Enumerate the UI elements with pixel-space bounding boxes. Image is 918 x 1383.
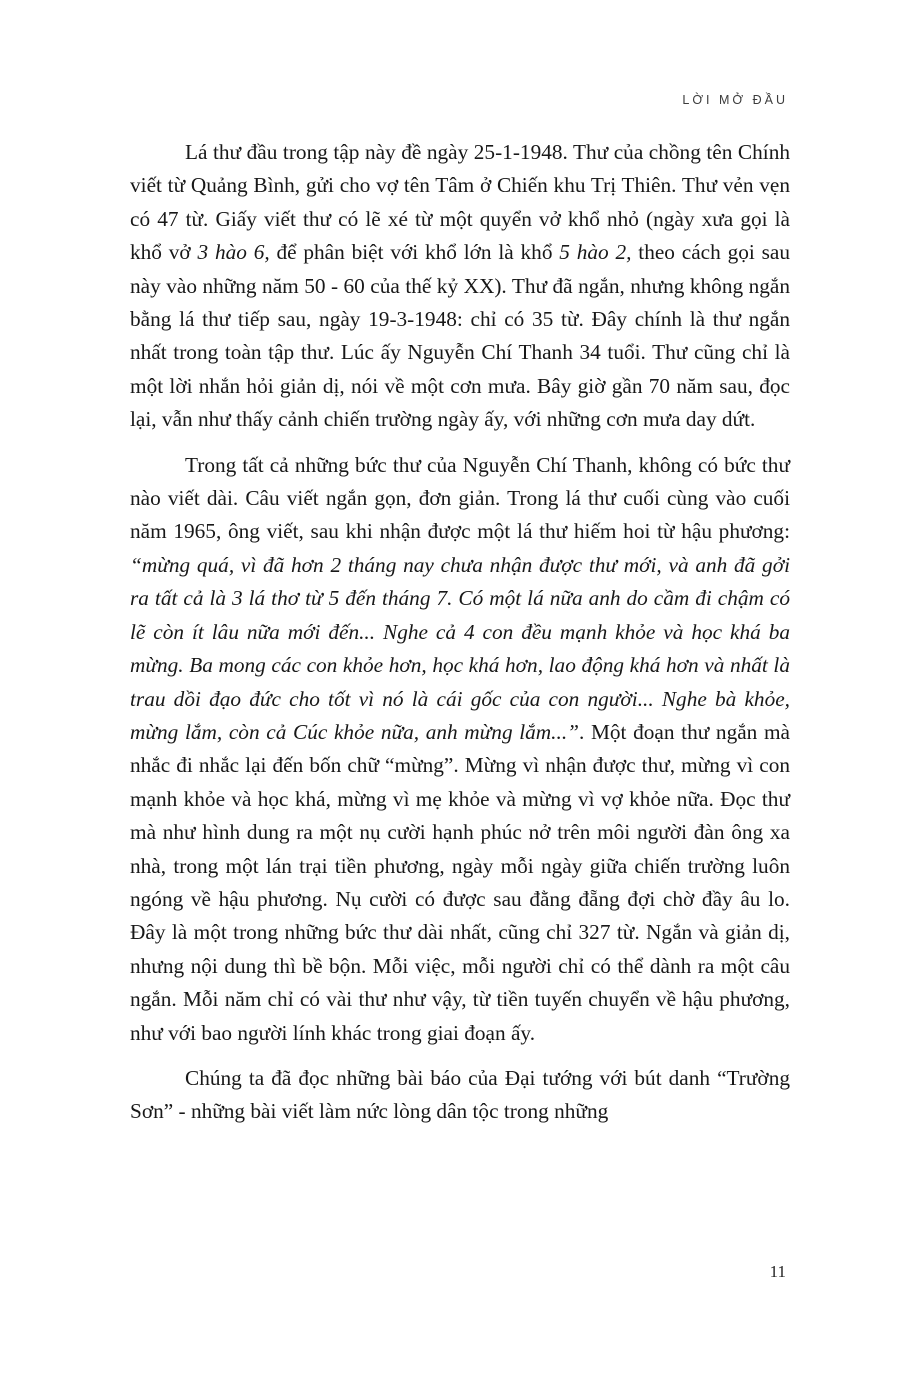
- page-number: 11: [769, 1262, 786, 1281]
- body-text-segment: Lá thư đầu trong tập này đề ngày 25-1-1948. Thư của chồng tên Chính viết từ Quảng Bình, gửi cho vợ tên Tâm ở Chiến khu Trị Thiên. Thư vẻn vẹn có 47 từ. Giấy viết thư có lẽ xé từ một quyển vở khổ nhỏ (ngày xưa gọi là khổ vở: [130, 140, 790, 265]
- paragraph: [130, 449, 790, 1050]
- page-body: [130, 136, 790, 1141]
- quoted-italic-text: 3 hào 6,: [197, 240, 270, 265]
- body-text-segment: để phân biệt với khổ lớn là khổ: [269, 240, 560, 265]
- paragraph: [130, 1062, 790, 1129]
- running-header: LỜI MỞ ĐẦU: [682, 93, 788, 107]
- quoted-italic-text: “mừng quá, vì đã hơn 2 tháng nay chưa nhận được thư mới, và anh đã gởi ra tất cả là 3 lá thơ từ 5 đến tháng 7. Có một lá nữa anh do cầm đi chậm có lẽ còn ít lâu nữa mới đến... Nghe cả 4 con đều mạnh khỏe và học khá ba mừng. Ba mong các con khỏe hơn, học khá hơn, lao động khá hơn và nhất là trau dồi đạo đức cho tốt vì nó là cái gốc của con người... Nghe bà khỏe, mừng lắm, còn cả Cúc khỏe nữa, anh mừng lắm...”: [130, 552, 790, 744]
- body-text-segment: Trong tất cả những bức thư của Nguyễn Chí Thanh, không có bức thư nào viết dài. Câu viết ngắn gọn, đơn giản. Trong lá thư cuối cùng vào cuối năm 1965, ông viết, sau khi nhận được một lá thư hiếm hoi từ hậu phương:: [130, 452, 790, 544]
- body-text-segment: theo cách gọi sau này vào những năm 50 - 60 của thế kỷ XX). Thư đã ngắn, nhưng không ngắn bằng lá thư tiếp sau, ngày 19-3-1948: chỉ có 35 từ. Đây chính là thư ngắn nhất trong toàn tập thư. Lúc ấy Nguyễn Chí Thanh 34 tuổi. Thư cũng chỉ là một lời nhắn hỏi giản dị, nói về một cơn mưa. Bây giờ gần 70 năm sau, đọc lại, vẫn như thấy cảnh chiến trường ngày ấy, với những cơn mưa day dứt.: [130, 240, 790, 432]
- body-text-segment: . Một đoạn thư ngắn mà nhắc đi nhắc lại đến bốn chữ “mừng”. Mừng vì nhận được thư, mừng vì con mạnh khỏe và học khá, mừng vì mẹ khỏe và mừng vì vợ khỏe nữa. Đọc thư mà như hình dung ra một nụ cười hạnh phúc nở trên môi người đàn ông xa nhà, trong một lán trại tiền phương, ngày mỗi ngày giữa chiến trường luôn ngóng về hậu phương. Nụ cười có được sau đằng đẵng đợi chờ đầy âu lo. Đây là một trong những bức thư dài nhất, cũng chỉ 327 từ. Ngắn và giản dị, nhưng nội dung thì bề bộn. Mỗi việc, mỗi người chỉ có thể dành ra một câu ngắn. Mỗi năm chỉ có vài thư như vậy, từ tiền tuyến chuyển về hậu phương, như với bao người lính khác trong giai đoạn ấy.: [130, 719, 790, 1045]
- quoted-italic-text: 5 hào 2,: [559, 240, 632, 265]
- paragraph: [130, 136, 790, 437]
- body-text-segment: Chúng ta đã đọc những bài báo của Đại tướng với bút danh “Trường Sơn” - những bài viết làm nức lòng dân tộc trong những: [130, 1065, 790, 1124]
